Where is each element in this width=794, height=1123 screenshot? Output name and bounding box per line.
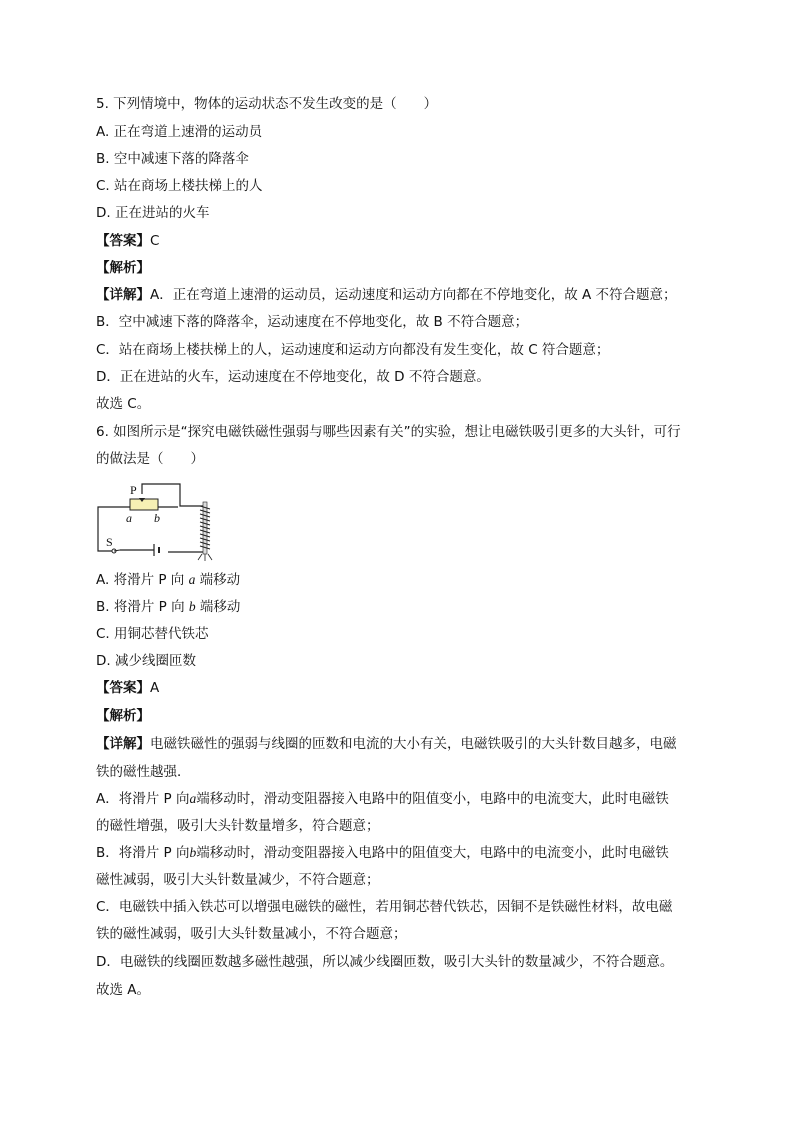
circuit-diagram: [92, 476, 222, 562]
q6-detail-b-1: B．将滑片 P 向b端移动时，滑动变阻器接入电路中的阻值变大，电路中的电流变小，此时电磁铁: [96, 845, 669, 861]
q6-stem-line2: 的做法是（ ）: [96, 451, 204, 467]
q5-conclusion: 故选 C。: [96, 396, 151, 412]
q6-analysis-label: 【解析】: [96, 708, 150, 724]
q6-detail-c-2: 铁的磁性减弱，吸引大头针数量减小，不符合题意；: [96, 926, 407, 942]
q5-detail-a: [96, 285, 677, 305]
answer-value: A: [150, 680, 160, 696]
q6-detail-intro-1: 【详解】电磁铁磁性的强弱与线圈的匝数和电流的大小有关，电磁铁吸引的大头针数目越多，电磁: [96, 736, 677, 752]
q6-option-d: D. 减少线圈匝数: [96, 653, 196, 669]
q6-option-a: A. 将滑片 P 向 a 端移动: [96, 572, 241, 588]
q5-detail-b: B．空中减速下落的降落伞，运动速度在不停地变化，故 B 不符合题意；: [96, 314, 529, 330]
q5-option-a: A. 正在弯道上速滑的运动员: [96, 124, 263, 140]
q5-answer: [96, 231, 159, 251]
q6-conclusion: 故选 A。: [96, 982, 151, 998]
q6-detail-intro-2: 铁的磁性越强．: [96, 764, 191, 780]
detail-label: 【详解】: [96, 287, 150, 303]
answer-value: C: [150, 233, 160, 249]
q6-detail-a-1: A．将滑片 P 向a端移动时，滑动变阻器接入电路中的阻值变小，电路中的电流变大，此时电磁铁: [96, 791, 669, 807]
q6-option-b: B. 将滑片 P 向 b 端移动: [96, 599, 241, 615]
q6-option-c: C. 用铜芯替代铁芯: [96, 626, 209, 642]
rheostat: [130, 499, 158, 510]
q6-detail-b-2: 磁性减弱，吸引大头针数量减少，不符合题意；: [96, 872, 380, 888]
q6-detail-a-2: 的磁性增强，吸引大头针数量增多，符合题意；: [96, 818, 380, 834]
q5-stem: 5. 下列情境中，物体的运动状态不发生改变的是（ ）: [96, 96, 438, 112]
label-b: b: [154, 511, 160, 525]
q5-option-b: B. 空中减速下落的降落伞: [96, 151, 249, 167]
q5-analysis-label: 【解析】: [96, 260, 150, 276]
q5-detail-c: C．站在商场上楼扶梯上的人，运动速度和运动方向都没有发生变化，故 C 符合题意；: [96, 342, 610, 358]
q6-stem-line1: 6. 如图所示是“探究电磁铁磁性强弱与哪些因素有关”的实验，想让电磁铁吸引更多的大头针，可行: [96, 424, 681, 440]
detail-text: A．正在弯道上速滑的运动员，运动速度和运动方向都在不停地变化，故 A 不符合题意；: [150, 287, 677, 303]
q6-detail-c-1: C．电磁铁中插入铁芯可以增强电磁铁的磁性，若用铜芯替代铁芯，因铜不是铁磁性材料，故电磁: [96, 899, 673, 915]
q6-answer: [96, 678, 159, 698]
q5-option-d: D. 正在进站的火车: [96, 205, 210, 221]
answer-label: 【答案】: [96, 233, 150, 249]
answer-label: 【答案】: [96, 680, 150, 696]
label-s: S: [106, 535, 113, 549]
detail-label: 【详解】: [96, 736, 150, 752]
q6-detail-d-1: D．电磁铁的线圈匝数越多磁性越强，所以减少线圈匝数，吸引大头针的数量减少，不符合题意。: [96, 954, 674, 970]
q5-option-c: C. 站在商场上楼扶梯上的人: [96, 178, 263, 194]
q5-detail-d: D．正在进站的火车，运动速度在不停地变化，故 D 不符合题意。: [96, 369, 490, 385]
label-a: a: [126, 511, 132, 525]
label-p: P: [130, 483, 137, 497]
